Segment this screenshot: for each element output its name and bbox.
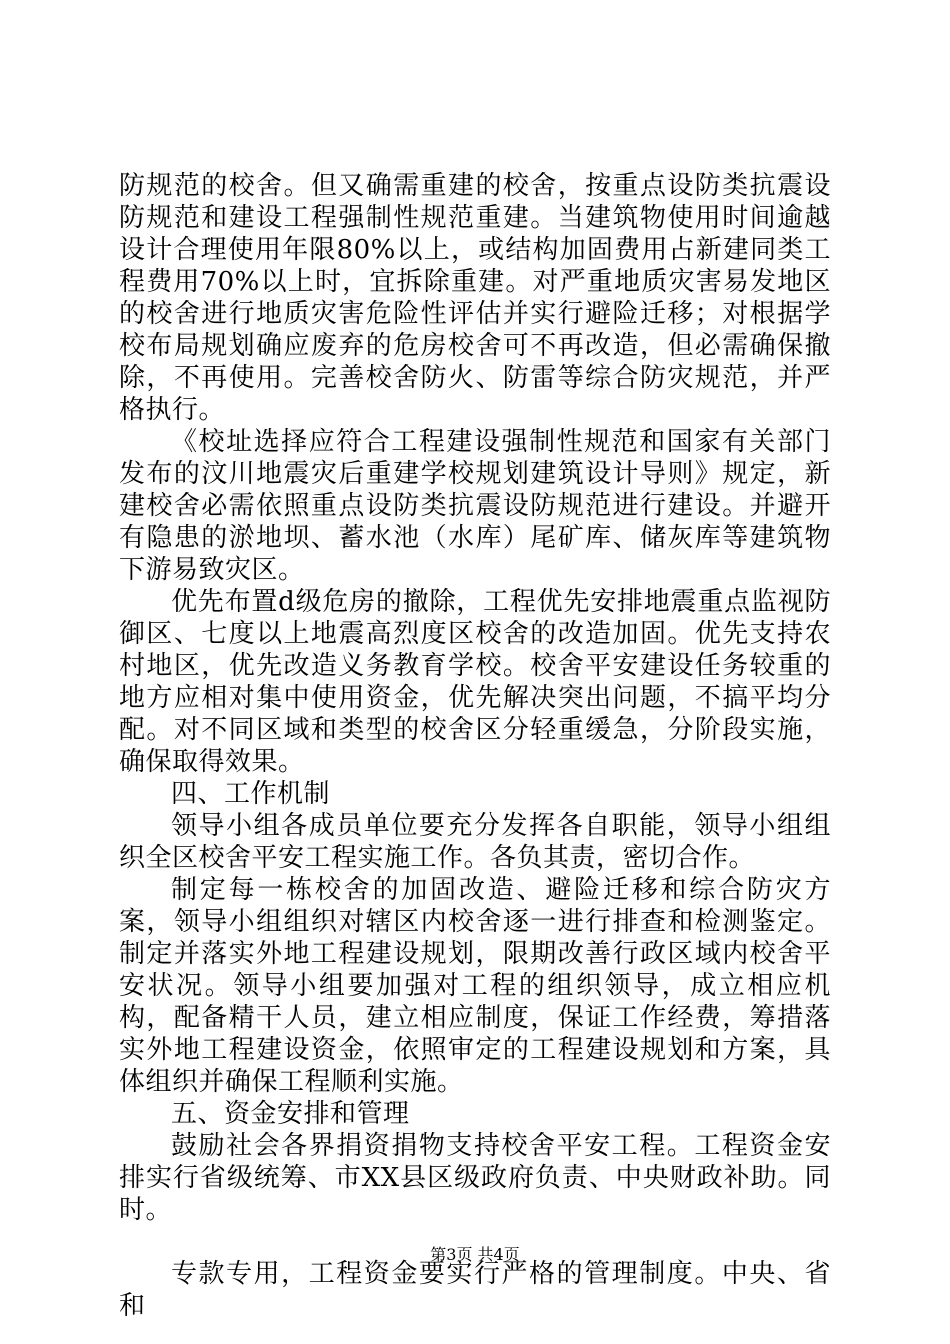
paragraph-7: 专款专用，工程资金要实行严格的管理制度。中央、省和 <box>119 1259 831 1321</box>
paragraph-6: 鼓励社会各界捐资捐物支持校舍平安工程。工程资金安排实行省级统筹、市XX县区级政府负责、中央财政补助。同时。 <box>119 1131 831 1225</box>
paragraph-1: 防规范的校舍。但又确需重建的校舍，按重点设防类抗震设防规范和建设工程强制性规范重建。当建筑物使用时间逾越设计合理使用年限80%以上，或结构加固费用占新建同类工程费用70%以上时，宜拆除重建。对严重地质灾害易发地区的校舍进行地质灾害危险性评估并实行避险迁移；对根据学校布局规划确应废弃的危房校舍可不再改造，但必需确保撤除，不再使用。完善校舍防火、防雷等综合防灾规范，并严格执行。 <box>119 171 831 425</box>
section-heading-4: 四、工作机制 <box>171 779 331 809</box>
paragraph-4: 领导小组各成员单位要充分发挥各自职能，领导小组组织全区校舍平安工程实施工作。各负其责，密切合作。 <box>119 811 831 873</box>
paragraph-2: 《校址选择应符合工程建设强制性规范和国家有关部门发布的汶川地震灾后重建学校规划建筑设计导则》规定，新建校舍必需依照重点设防类抗震设防规范进行建设。并避开有隐患的淤地坝、蓄水池（水库）尾矿库、储灰库等建筑物下游易致灾区。 <box>119 427 831 585</box>
page-number-footer: 第3页 共4页 <box>430 1245 520 1264</box>
section-heading-5: 五、资金安排和管理 <box>171 1099 410 1129</box>
paragraph-5: 制定每一栋校舍的加固改造、避险迁移和综合防灾方案，领导小组组织对辖区内校舍逐一进行排查和检测鉴定。制定并落实外地工程建设规划，限期改善行政区域内校舍平安状况。领导小组要加强对工程的组织领导，成立相应机构，配备精干人员，建立相应制度，保证工作经费，筹措落实外地工程建设资金，依照审定的工程建设规划和方案，具体组织并确保工程顺利实施。 <box>119 875 831 1097</box>
paragraph-3: 优先布置d级危房的撤除，工程优先安排地震重点监视防御区、七度以上地震高烈度区校舍的改造加固。优先支持农村地区，优先改造义务教育学校。校舍平安建设任务较重的地方应相对集中使用资金，优先解决突出问题，不搞平均分配。对不同区域和类型的校舍区分轻重缓急，分阶段实施，确保取得效果。 <box>119 587 831 777</box>
document-body <box>119 170 831 1322</box>
